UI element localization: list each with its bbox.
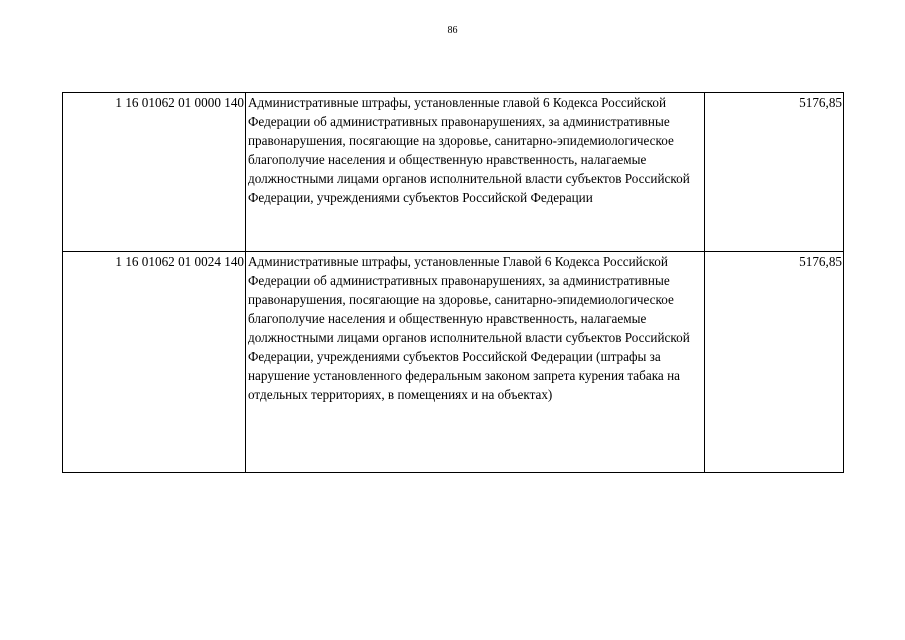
description-cell: Административные штрафы, установленные главой 6 Кодекса Российской Федерации об административных правонарушениях, за административные правонарушения, посягающие на здоровье, санитарно-эпидемиологическое благополучие населения и общественную нравственность, налагаемые должностными лицами органов исполнительной власти субъектов Российской Федерации, учреждениями субъектов Российской Федерации xyxy=(246,93,705,252)
budget-code-cell: 1 16 01062 01 0000 140 xyxy=(63,93,246,252)
revenue-table xyxy=(62,92,844,473)
amount-cell: 5176,85 xyxy=(705,93,844,252)
table-row xyxy=(63,252,844,473)
budget-code-cell: 1 16 01062 01 0024 140 xyxy=(63,252,246,473)
description-cell: Административные штрафы, установленные Главой 6 Кодекса Российской Федерации об административных правонарушениях, за административные правонарушения, посягающие на здоровье, санитарно-эпидемиологическое благополучие населения и общественную нравственность, налагаемые должностными лицами органов исполнительной власти субъектов Российской Федерации, учреждениями субъектов Российской Федерации (штрафы за нарушение установленного федеральным законом запрета курения табака на отдельных территориях, в помещениях и на объектах) xyxy=(246,252,705,473)
amount-cell: 5176,85 xyxy=(705,252,844,473)
page-number: 86 xyxy=(447,25,458,36)
table-row xyxy=(63,93,844,252)
